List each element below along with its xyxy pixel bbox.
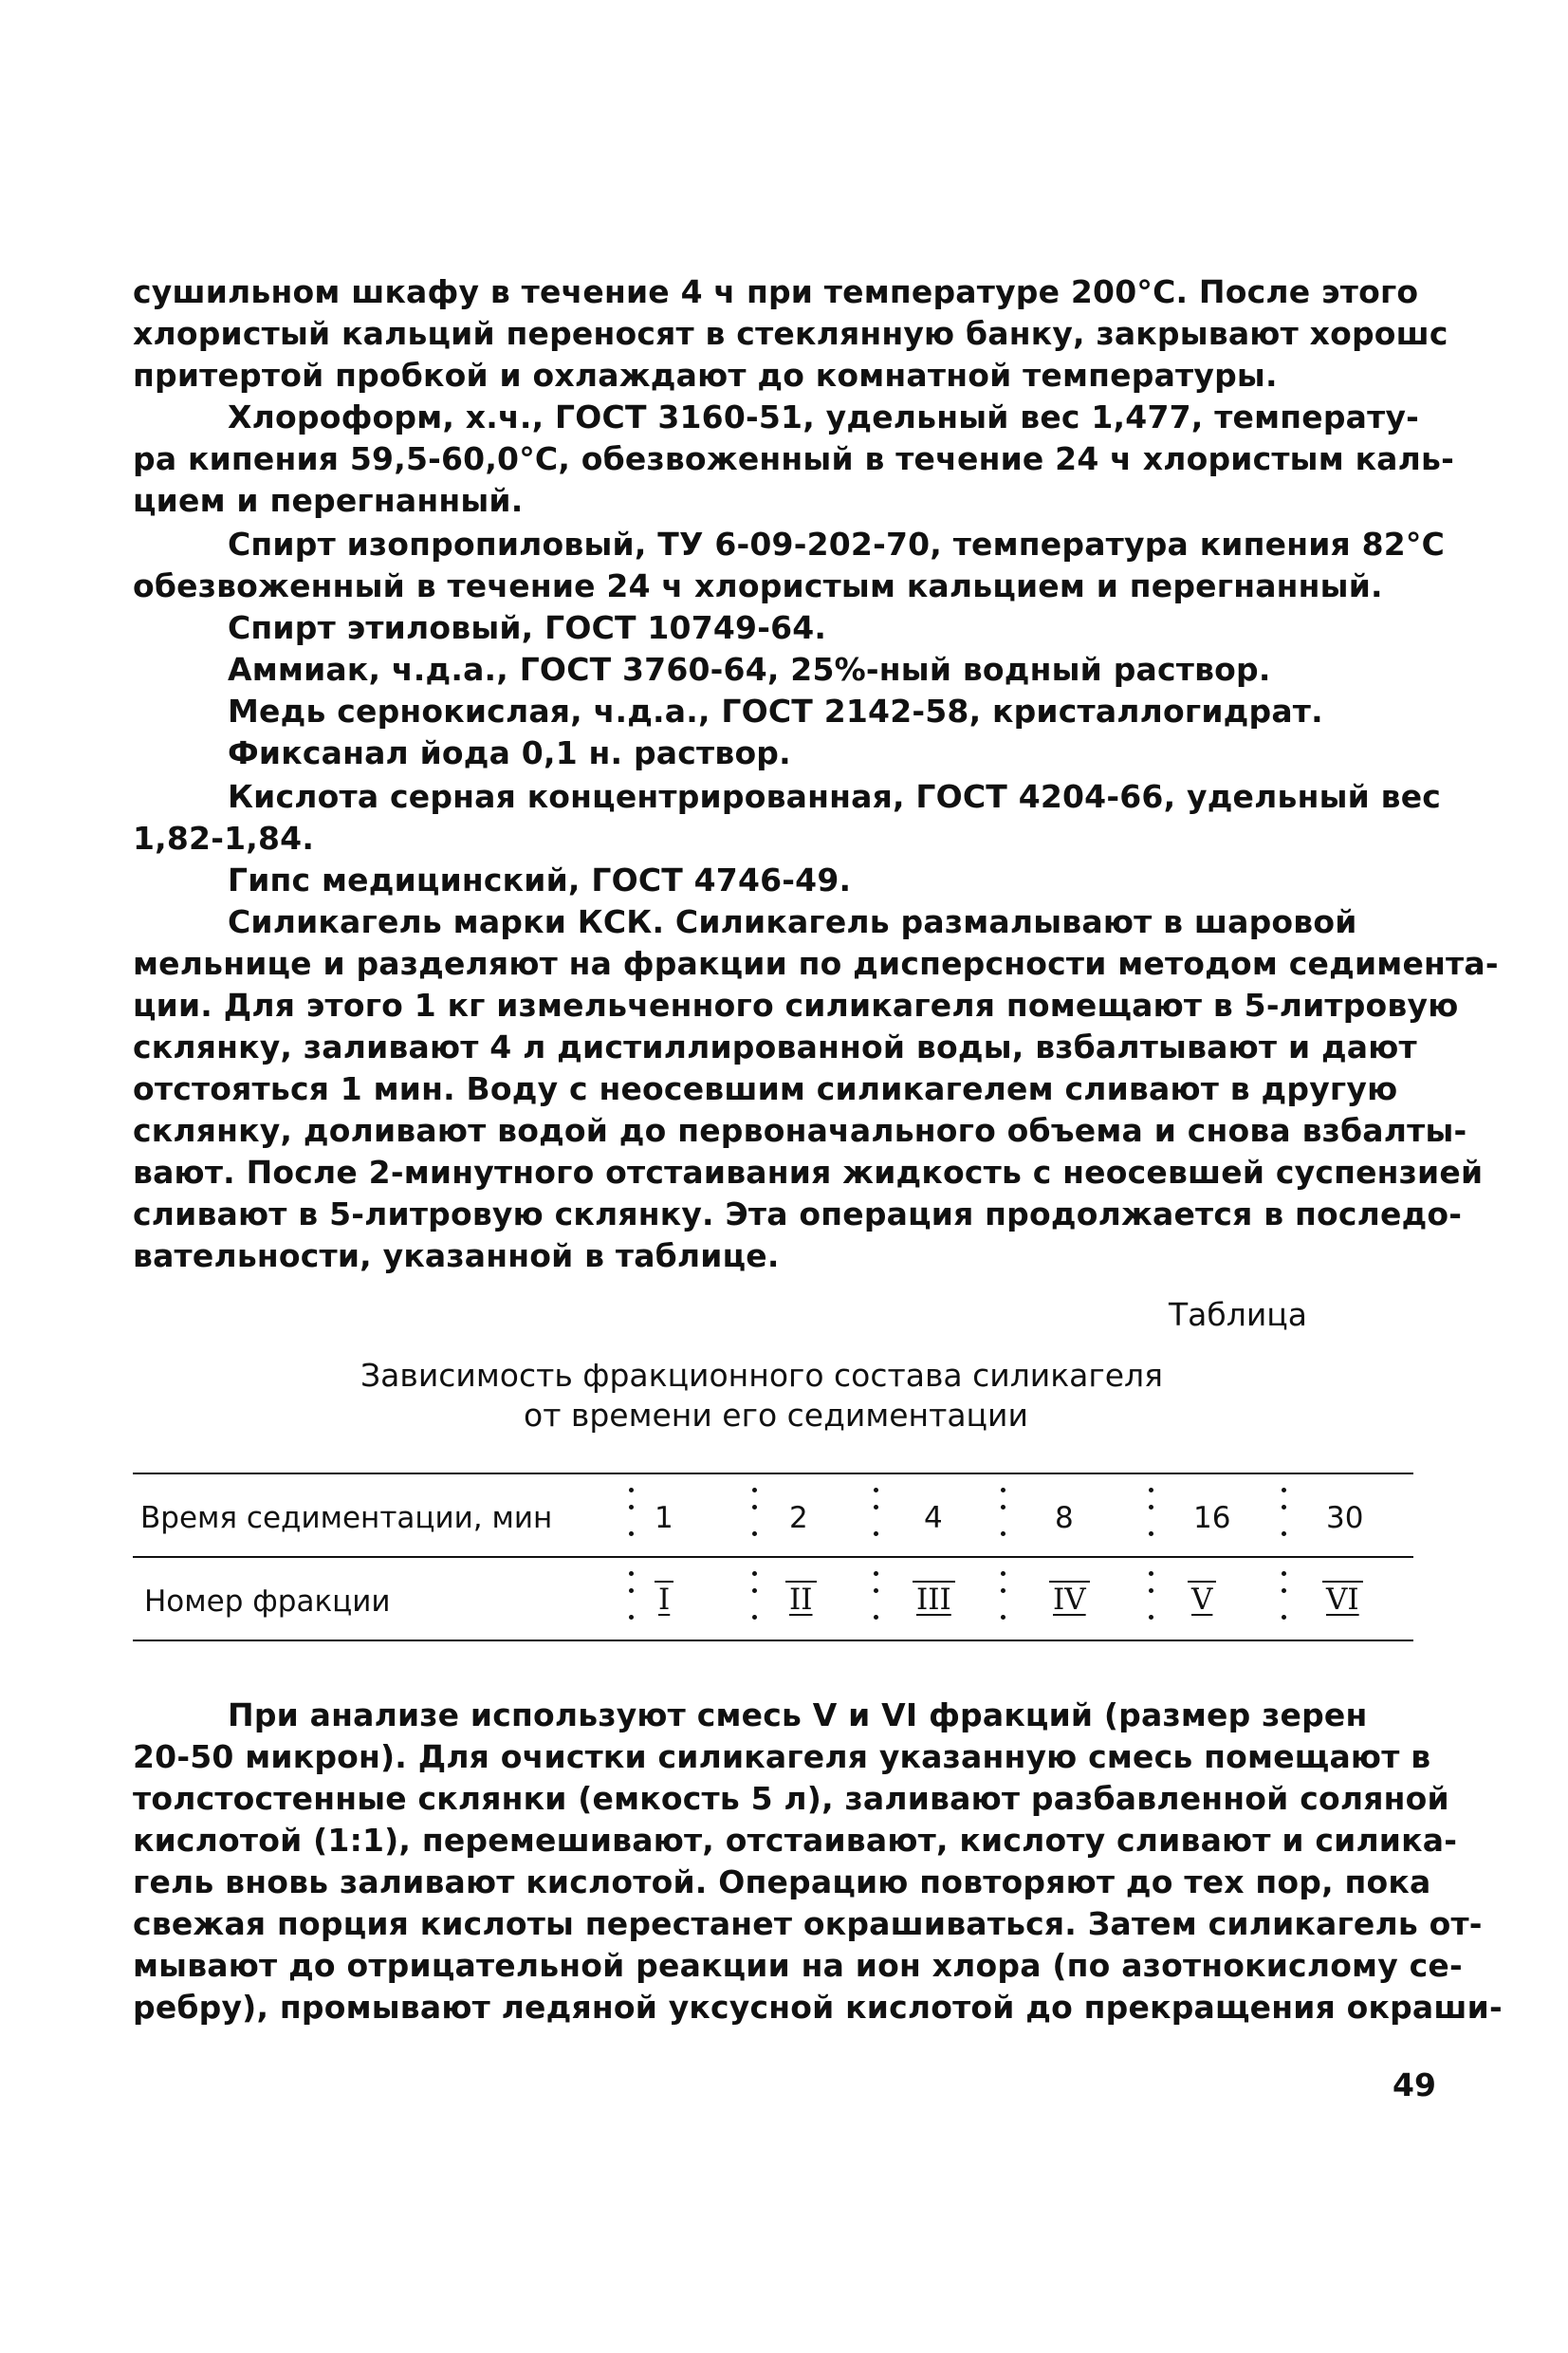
- text-line: отстояться 1 мин. Воду с неосевшим силикагелем сливают в другую: [133, 1070, 1398, 1107]
- text-line: 1,82-1,84.: [133, 820, 315, 857]
- text-line: обезвоженный в течение 24 ч хлористым кальцием и перегнанный.: [133, 567, 1383, 604]
- column-separator: [1146, 1569, 1155, 1636]
- table-title-line1: Зависимость фракционного состава силикагеля: [360, 1357, 1163, 1394]
- text-line: притертой пробкой и охлаждают до комнатной температуры.: [133, 357, 1278, 394]
- column-separator: [1279, 1569, 1288, 1636]
- column-separator: [871, 1569, 880, 1636]
- text-line: мельнице и разделяют на фракции по дисперсности методом седимента-: [133, 945, 1499, 982]
- table-cell: 8: [1055, 1501, 1074, 1535]
- row-header-fraction: Номер фракции: [144, 1584, 391, 1619]
- table-rule-bottom: [133, 1640, 1413, 1641]
- table-cell: 16: [1193, 1501, 1231, 1535]
- table-cell: 4: [924, 1501, 943, 1535]
- text-line: Спирт этиловый, ГОСТ 10749-64.: [228, 609, 827, 646]
- text-line: Фиксанал йода 0,1 н. раствор.: [228, 734, 791, 771]
- column-separator: [749, 1486, 759, 1552]
- table-label: Таблица: [1169, 1296, 1307, 1333]
- text-line: склянку, заливают 4 л дистиллированной воды, взбалтывают и дают: [133, 1028, 1417, 1065]
- column-separator: [1279, 1486, 1288, 1552]
- text-line: толстостенные склянки (емкость 5 л), заливают разбавленной соляной: [133, 1780, 1449, 1817]
- text-line: Силикагель марки КСК. Силикагель размалывают в шаровой: [228, 903, 1357, 940]
- text-line: хлористый кальций переносят в стеклянную банку, закрывают хорошс: [133, 315, 1448, 352]
- table-cell: 30: [1326, 1501, 1364, 1535]
- row-header-time: Время седиментации, мин: [140, 1501, 553, 1535]
- text-line: Аммиак, ч.д.а., ГОСТ 3760-64, 25%-ный водный раствор.: [228, 651, 1271, 688]
- column-separator: [626, 1569, 636, 1636]
- column-separator: [998, 1486, 1007, 1552]
- text-line: Хлороформ, х.ч., ГОСТ 3160-51, удельный вес 1,477, температу-: [228, 398, 1420, 435]
- table-cell: VI: [1322, 1581, 1363, 1619]
- text-line: 20-50 микрон). Для очистки силикагеля указанную смесь помещают в: [133, 1738, 1431, 1775]
- table-cell: II: [785, 1581, 817, 1619]
- text-line: Гипс медицинский, ГОСТ 4746-49.: [228, 862, 852, 899]
- text-line: Медь сернокислая, ч.д.а., ГОСТ 2142-58, кристаллогидрат.: [228, 693, 1323, 730]
- text-line: Спирт изопропиловый, ТУ 6-09-202-70, температура кипения 82°С: [228, 526, 1446, 563]
- table-cell: 2: [789, 1501, 808, 1535]
- text-line: свежая порция кислоты перестанет окрашиваться. Затем силикагель от-: [133, 1905, 1483, 1942]
- table-title-line2: от времени его седиментации: [524, 1397, 1028, 1434]
- table-cell: 1: [655, 1501, 673, 1535]
- text-line: сушильном шкафу в течение 4 ч при температуре 200°С. После этого: [133, 273, 1419, 310]
- text-line: При анализе используют смесь V и VI фракций (размер зерен: [228, 1696, 1368, 1733]
- column-separator: [626, 1486, 636, 1552]
- column-separator: [1146, 1486, 1155, 1552]
- text-line: вают. После 2-минутного отстаивания жидкость с неосевшей суспензией: [133, 1154, 1484, 1191]
- text-line: сливают в 5-литровую склянку. Эта операция продолжается в последо-: [133, 1195, 1463, 1232]
- table-cell: V: [1188, 1581, 1216, 1619]
- table-rule-top: [133, 1473, 1413, 1474]
- table-cell: I: [655, 1581, 673, 1619]
- text-line: мывают до отрицательной реакции на ион хлора (по азотнокислому се-: [133, 1947, 1463, 1984]
- table-cell: III: [913, 1581, 955, 1619]
- text-line: склянку, доливают водой до первоначального объема и снова взбалты-: [133, 1112, 1467, 1149]
- text-line: ребру), промывают ледяной уксусной кислотой до прекращения окраши-: [133, 1989, 1503, 2026]
- table-cell: IV: [1049, 1581, 1090, 1619]
- column-separator: [749, 1569, 759, 1636]
- text-line: цием и перегнанный.: [133, 482, 524, 519]
- text-line: ции. Для этого 1 кг измельченного силикагеля помещают в 5-литровую: [133, 987, 1459, 1024]
- text-line: вательности, указанной в таблице.: [133, 1237, 780, 1274]
- column-separator: [871, 1486, 880, 1552]
- text-line: гель вновь заливают кислотой. Операцию повторяют до тех пор, пока: [133, 1863, 1431, 1900]
- text-line: Кислота серная концентрированная, ГОСТ 4204-66, удельный вес: [228, 778, 1442, 815]
- table-rule-middle: [133, 1556, 1413, 1558]
- page-number: 49: [1393, 2066, 1436, 2103]
- text-line: ра кипения 59,5-60,0°С, обезвоженный в течение 24 ч хлористым каль-: [133, 440, 1454, 477]
- column-separator: [998, 1569, 1007, 1636]
- text-line: кислотой (1:1), перемешивают, отстаивают, кислоту сливают и силика-: [133, 1822, 1458, 1859]
